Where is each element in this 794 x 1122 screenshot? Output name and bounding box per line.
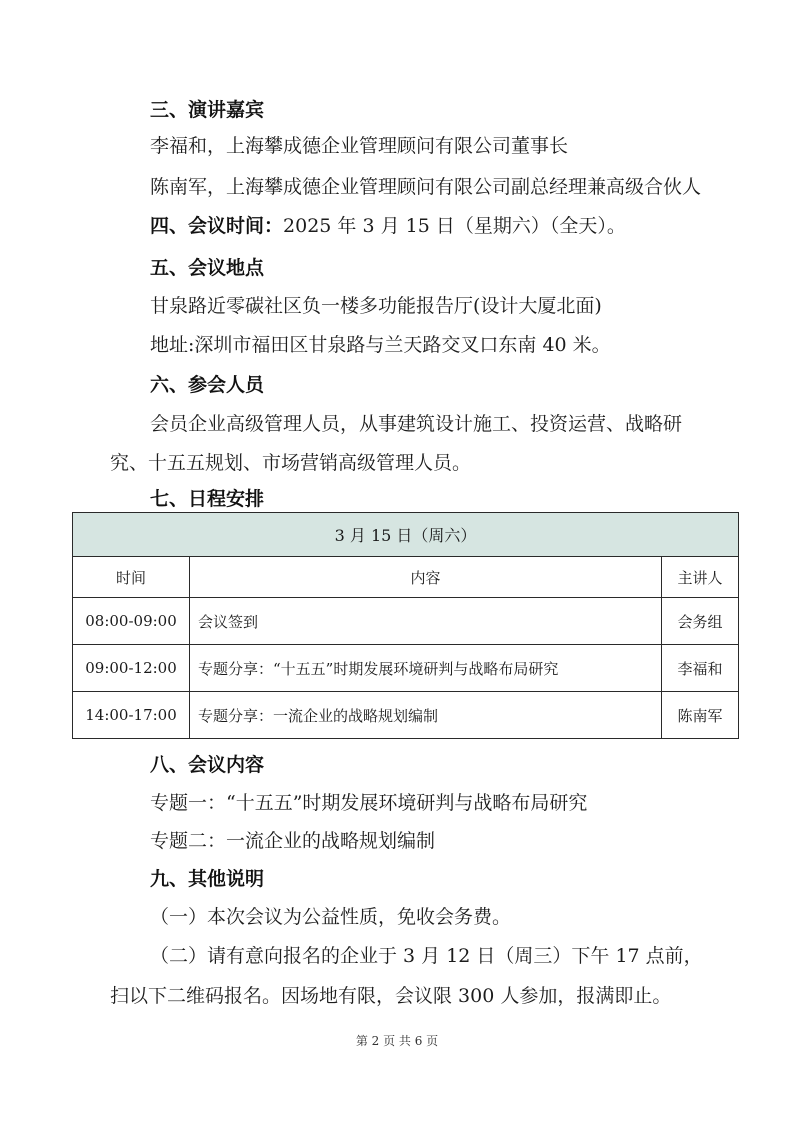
note-line-3: 扫以下二维码报名。因场地有限，会议限 300 人参加，报满即止。 (110, 985, 672, 1007)
row-speaker: 陈南军 (662, 692, 739, 739)
meeting-time-line (150, 214, 626, 238)
meeting-time-value: 2025 年 3 月 15 日（星期六）（全天）。 (283, 215, 626, 237)
row-time: 09:00-12:00 (73, 645, 190, 692)
row-speaker: 会务组 (662, 598, 739, 645)
row-content: 专题分享：一流企业的战略规划编制 (190, 692, 662, 739)
row-time: 14:00-17:00 (73, 692, 190, 739)
section-venue-heading: 五、会议地点 (150, 257, 265, 279)
topic-line-2: 专题二：一流企业的战略规划编制 (150, 830, 436, 852)
header-time: 时间 (73, 557, 190, 598)
schedule-title-row (73, 513, 739, 557)
table-row (73, 598, 739, 645)
attendees-line-2: 究、十五五规划、市场营销高级管理人员。 (110, 452, 472, 474)
topic-line-1: 专题一：“十五五”时期发展环境研判与战略布局研究 (150, 792, 588, 814)
schedule-header-row (73, 557, 739, 598)
speaker-line-1: 李福和，上海攀成德企业管理顾问有限公司董事长 (150, 135, 569, 157)
note-line-1: （一）本次会议为公益性质，免收会务费。 (150, 906, 512, 928)
header-content: 内容 (190, 557, 662, 598)
table-row (73, 645, 739, 692)
schedule-table (72, 512, 739, 739)
section-speakers-heading: 三、演讲嘉宾 (150, 99, 265, 121)
section-content-heading: 八、会议内容 (150, 754, 265, 776)
venue-line-1: 甘泉路近零碳社区负一楼多功能报告厅(设计大厦北面) (150, 295, 602, 317)
row-speaker: 李福和 (662, 645, 739, 692)
section-attendees-heading: 六、参会人员 (150, 374, 265, 396)
row-content: 会议签到 (190, 598, 662, 645)
section-notes-heading: 九、其他说明 (150, 868, 265, 890)
speaker-line-2: 陈南军，上海攀成德企业管理顾问有限公司副总经理兼高级合伙人 (150, 176, 702, 198)
table-row (73, 692, 739, 739)
attendees-line-1: 会员企业高级管理人员，从事建筑设计施工、投资运营、战略研 (150, 413, 683, 435)
row-time: 08:00-09:00 (73, 598, 190, 645)
header-speaker: 主讲人 (662, 557, 739, 598)
note-line-2: （二）请有意向报名的企业于 3 月 12 日（周三）下午 17 点前， (150, 945, 703, 967)
page-number-footer: 第 2 页 共 6 页 (355, 1034, 439, 1048)
schedule-date-title: 3 月 15 日（周六） (73, 513, 739, 557)
section-schedule-heading: 七、日程安排 (150, 488, 265, 510)
section-time-heading: 四、会议时间： (150, 215, 284, 237)
row-content: 专题分享：“十五五”时期发展环境研判与战略布局研究 (190, 645, 662, 692)
venue-line-2: 地址:深圳市福田区甘泉路与兰天路交叉口东南 40 米。 (150, 334, 611, 356)
